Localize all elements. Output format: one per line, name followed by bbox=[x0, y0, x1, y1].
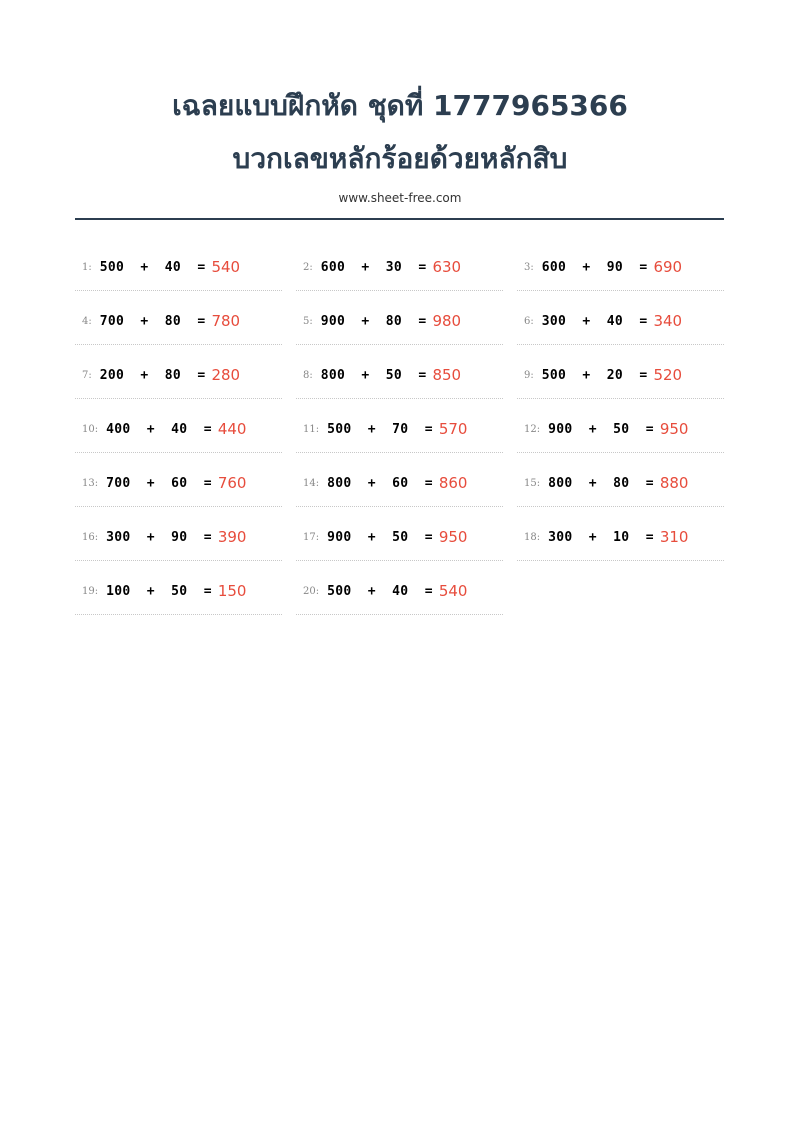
problem-number: 10: bbox=[82, 423, 99, 435]
problem-number: 2: bbox=[303, 261, 313, 273]
equals-sign: = bbox=[203, 529, 212, 545]
problem-equation bbox=[542, 314, 648, 329]
equals-sign: = bbox=[424, 475, 433, 491]
plus-sign: + bbox=[140, 313, 149, 329]
page-subtitle: บวกเลขหลักร้อยด้วยหลักสิบ bbox=[232, 142, 568, 175]
problem-item bbox=[517, 298, 724, 345]
equals-sign: = bbox=[203, 475, 212, 491]
problem-equation bbox=[321, 368, 427, 383]
problem-number: 15: bbox=[524, 477, 541, 489]
website-link[interactable]: www.sheet-free.com bbox=[338, 191, 462, 205]
problem-item bbox=[517, 352, 724, 399]
problem-number: 18: bbox=[524, 531, 541, 543]
problem-equation bbox=[100, 368, 206, 383]
problem-equation bbox=[106, 530, 212, 545]
problem-answer: 390 bbox=[217, 528, 247, 546]
problem-equation bbox=[548, 476, 654, 491]
operand-a: 100 bbox=[106, 583, 131, 599]
problem-number: 5: bbox=[303, 315, 313, 327]
plus-sign: + bbox=[146, 529, 155, 545]
problem-item bbox=[75, 460, 282, 507]
equals-sign: = bbox=[203, 583, 212, 599]
operand-b: 60 bbox=[392, 475, 409, 491]
operand-b: 20 bbox=[606, 367, 624, 383]
operand-a: 500 bbox=[541, 367, 567, 383]
plus-sign: + bbox=[582, 259, 591, 275]
operand-b: 10 bbox=[613, 529, 630, 545]
problem-item bbox=[296, 568, 503, 615]
problem-item bbox=[296, 406, 503, 453]
problem-number: 13: bbox=[82, 477, 99, 489]
plus-sign: + bbox=[588, 421, 597, 437]
operand-b: 30 bbox=[385, 259, 403, 275]
operand-b: 80 bbox=[164, 313, 182, 329]
problem-equation bbox=[321, 260, 427, 275]
plus-sign: + bbox=[588, 529, 597, 545]
operand-a: 600 bbox=[541, 259, 567, 275]
problem-answer: 520 bbox=[653, 366, 683, 384]
operand-a: 900 bbox=[548, 421, 573, 437]
page-title: เฉลยแบบฝึกหัด ชุดที่ 1777965366 bbox=[172, 89, 628, 122]
problem-equation bbox=[106, 584, 212, 599]
operand-b: 80 bbox=[613, 475, 630, 491]
operand-a: 600 bbox=[320, 259, 346, 275]
operand-b: 40 bbox=[164, 259, 182, 275]
equals-sign: = bbox=[424, 583, 433, 599]
problem-answer: 150 bbox=[217, 582, 247, 600]
problem-answer: 980 bbox=[432, 312, 462, 330]
operand-a: 500 bbox=[327, 421, 352, 437]
operand-a: 900 bbox=[320, 313, 346, 329]
operand-b: 50 bbox=[392, 529, 409, 545]
problem-item bbox=[75, 352, 282, 399]
plus-sign: + bbox=[367, 421, 376, 437]
plus-sign: + bbox=[146, 583, 155, 599]
equals-sign: = bbox=[197, 313, 206, 329]
problem-answer: 780 bbox=[211, 312, 241, 330]
equals-sign: = bbox=[639, 313, 648, 329]
problem-equation bbox=[548, 422, 654, 437]
problem-answer: 880 bbox=[659, 474, 689, 492]
problem-item bbox=[75, 298, 282, 345]
problem-answer: 860 bbox=[438, 474, 468, 492]
problem-item bbox=[517, 406, 724, 453]
problem-equation bbox=[542, 260, 648, 275]
problem-item bbox=[75, 568, 282, 615]
problem-answer: 950 bbox=[438, 528, 468, 546]
problem-number: 17: bbox=[303, 531, 320, 543]
equals-sign: = bbox=[639, 259, 648, 275]
plus-sign: + bbox=[146, 475, 155, 491]
problem-number: 19: bbox=[82, 585, 99, 597]
problem-answer: 540 bbox=[438, 582, 468, 600]
problem-item bbox=[517, 460, 724, 507]
problem-number: 6: bbox=[524, 315, 534, 327]
equals-sign: = bbox=[418, 313, 427, 329]
plus-sign: + bbox=[361, 367, 370, 383]
plus-sign: + bbox=[140, 259, 149, 275]
problem-number: 9: bbox=[524, 369, 534, 381]
equals-sign: = bbox=[645, 529, 654, 545]
operand-a: 500 bbox=[327, 583, 352, 599]
problem-equation bbox=[100, 314, 206, 329]
equals-sign: = bbox=[424, 421, 433, 437]
operand-b: 90 bbox=[171, 529, 188, 545]
problem-number: 7: bbox=[82, 369, 92, 381]
operand-b: 80 bbox=[385, 313, 403, 329]
problem-item bbox=[517, 244, 724, 291]
problem-equation bbox=[327, 530, 433, 545]
problem-number: 1: bbox=[82, 261, 92, 273]
plus-sign: + bbox=[582, 313, 591, 329]
equals-sign: = bbox=[645, 421, 654, 437]
operand-b: 40 bbox=[392, 583, 409, 599]
operand-a: 800 bbox=[548, 475, 573, 491]
problem-equation bbox=[321, 314, 427, 329]
problem-equation bbox=[542, 368, 648, 383]
problem-answer: 950 bbox=[659, 420, 689, 438]
problem-item bbox=[75, 244, 282, 291]
problem-answer: 690 bbox=[653, 258, 683, 276]
problem-number: 3: bbox=[524, 261, 534, 273]
plus-sign: + bbox=[361, 313, 370, 329]
operand-b: 50 bbox=[385, 367, 403, 383]
operand-a: 800 bbox=[327, 475, 352, 491]
problem-answer: 760 bbox=[217, 474, 247, 492]
problem-number: 12: bbox=[524, 423, 541, 435]
operand-a: 700 bbox=[99, 313, 125, 329]
problem-number: 16: bbox=[82, 531, 99, 543]
equals-sign: = bbox=[203, 421, 212, 437]
operand-a: 300 bbox=[106, 529, 131, 545]
operand-b: 80 bbox=[164, 367, 182, 383]
problem-answer: 340 bbox=[653, 312, 683, 330]
equals-sign: = bbox=[418, 259, 427, 275]
problem-answer: 440 bbox=[217, 420, 247, 438]
problem-answer: 850 bbox=[432, 366, 462, 384]
problem-number: 11: bbox=[303, 423, 320, 435]
operand-b: 60 bbox=[171, 475, 188, 491]
operand-a: 900 bbox=[327, 529, 352, 545]
plus-sign: + bbox=[367, 529, 376, 545]
problem-item bbox=[296, 244, 503, 291]
problem-item bbox=[296, 298, 503, 345]
plus-sign: + bbox=[582, 367, 591, 383]
plus-sign: + bbox=[588, 475, 597, 491]
operand-a: 700 bbox=[106, 475, 131, 491]
problem-answer: 630 bbox=[432, 258, 462, 276]
plus-sign: + bbox=[367, 583, 376, 599]
problem-item bbox=[296, 352, 503, 399]
problem-equation bbox=[106, 476, 212, 491]
operand-b: 50 bbox=[171, 583, 188, 599]
problem-equation bbox=[548, 530, 654, 545]
plus-sign: + bbox=[361, 259, 370, 275]
problem-number: 20: bbox=[303, 585, 320, 597]
problem-item bbox=[75, 406, 282, 453]
operand-b: 90 bbox=[606, 259, 624, 275]
problem-item bbox=[296, 514, 503, 561]
problem-item bbox=[75, 514, 282, 561]
problem-answer: 570 bbox=[438, 420, 468, 438]
equals-sign: = bbox=[197, 259, 206, 275]
operand-a: 300 bbox=[541, 313, 567, 329]
problem-number: 4: bbox=[82, 315, 92, 327]
problem-equation bbox=[106, 422, 212, 437]
problem-item bbox=[517, 514, 724, 561]
operand-b: 70 bbox=[392, 421, 409, 437]
operand-a: 200 bbox=[99, 367, 125, 383]
operand-a: 800 bbox=[320, 367, 346, 383]
problem-answer: 310 bbox=[659, 528, 689, 546]
problem-equation bbox=[100, 260, 206, 275]
problem-grid bbox=[75, 244, 725, 622]
equals-sign: = bbox=[645, 475, 654, 491]
equals-sign: = bbox=[418, 367, 427, 383]
problem-number: 14: bbox=[303, 477, 320, 489]
problem-number: 8: bbox=[303, 369, 313, 381]
operand-b: 40 bbox=[171, 421, 188, 437]
problem-answer: 280 bbox=[211, 366, 241, 384]
operand-a: 500 bbox=[99, 259, 125, 275]
problem-answer: 540 bbox=[211, 258, 241, 276]
equals-sign: = bbox=[639, 367, 648, 383]
operand-b: 50 bbox=[613, 421, 630, 437]
equals-sign: = bbox=[197, 367, 206, 383]
plus-sign: + bbox=[146, 421, 155, 437]
problem-equation bbox=[327, 476, 433, 491]
header-divider bbox=[75, 218, 724, 220]
problem-item bbox=[296, 460, 503, 507]
operand-a: 400 bbox=[106, 421, 131, 437]
plus-sign: + bbox=[140, 367, 149, 383]
operand-a: 300 bbox=[548, 529, 573, 545]
problem-equation bbox=[327, 584, 433, 599]
equals-sign: = bbox=[424, 529, 433, 545]
operand-b: 40 bbox=[606, 313, 624, 329]
plus-sign: + bbox=[367, 475, 376, 491]
problem-equation bbox=[327, 422, 433, 437]
